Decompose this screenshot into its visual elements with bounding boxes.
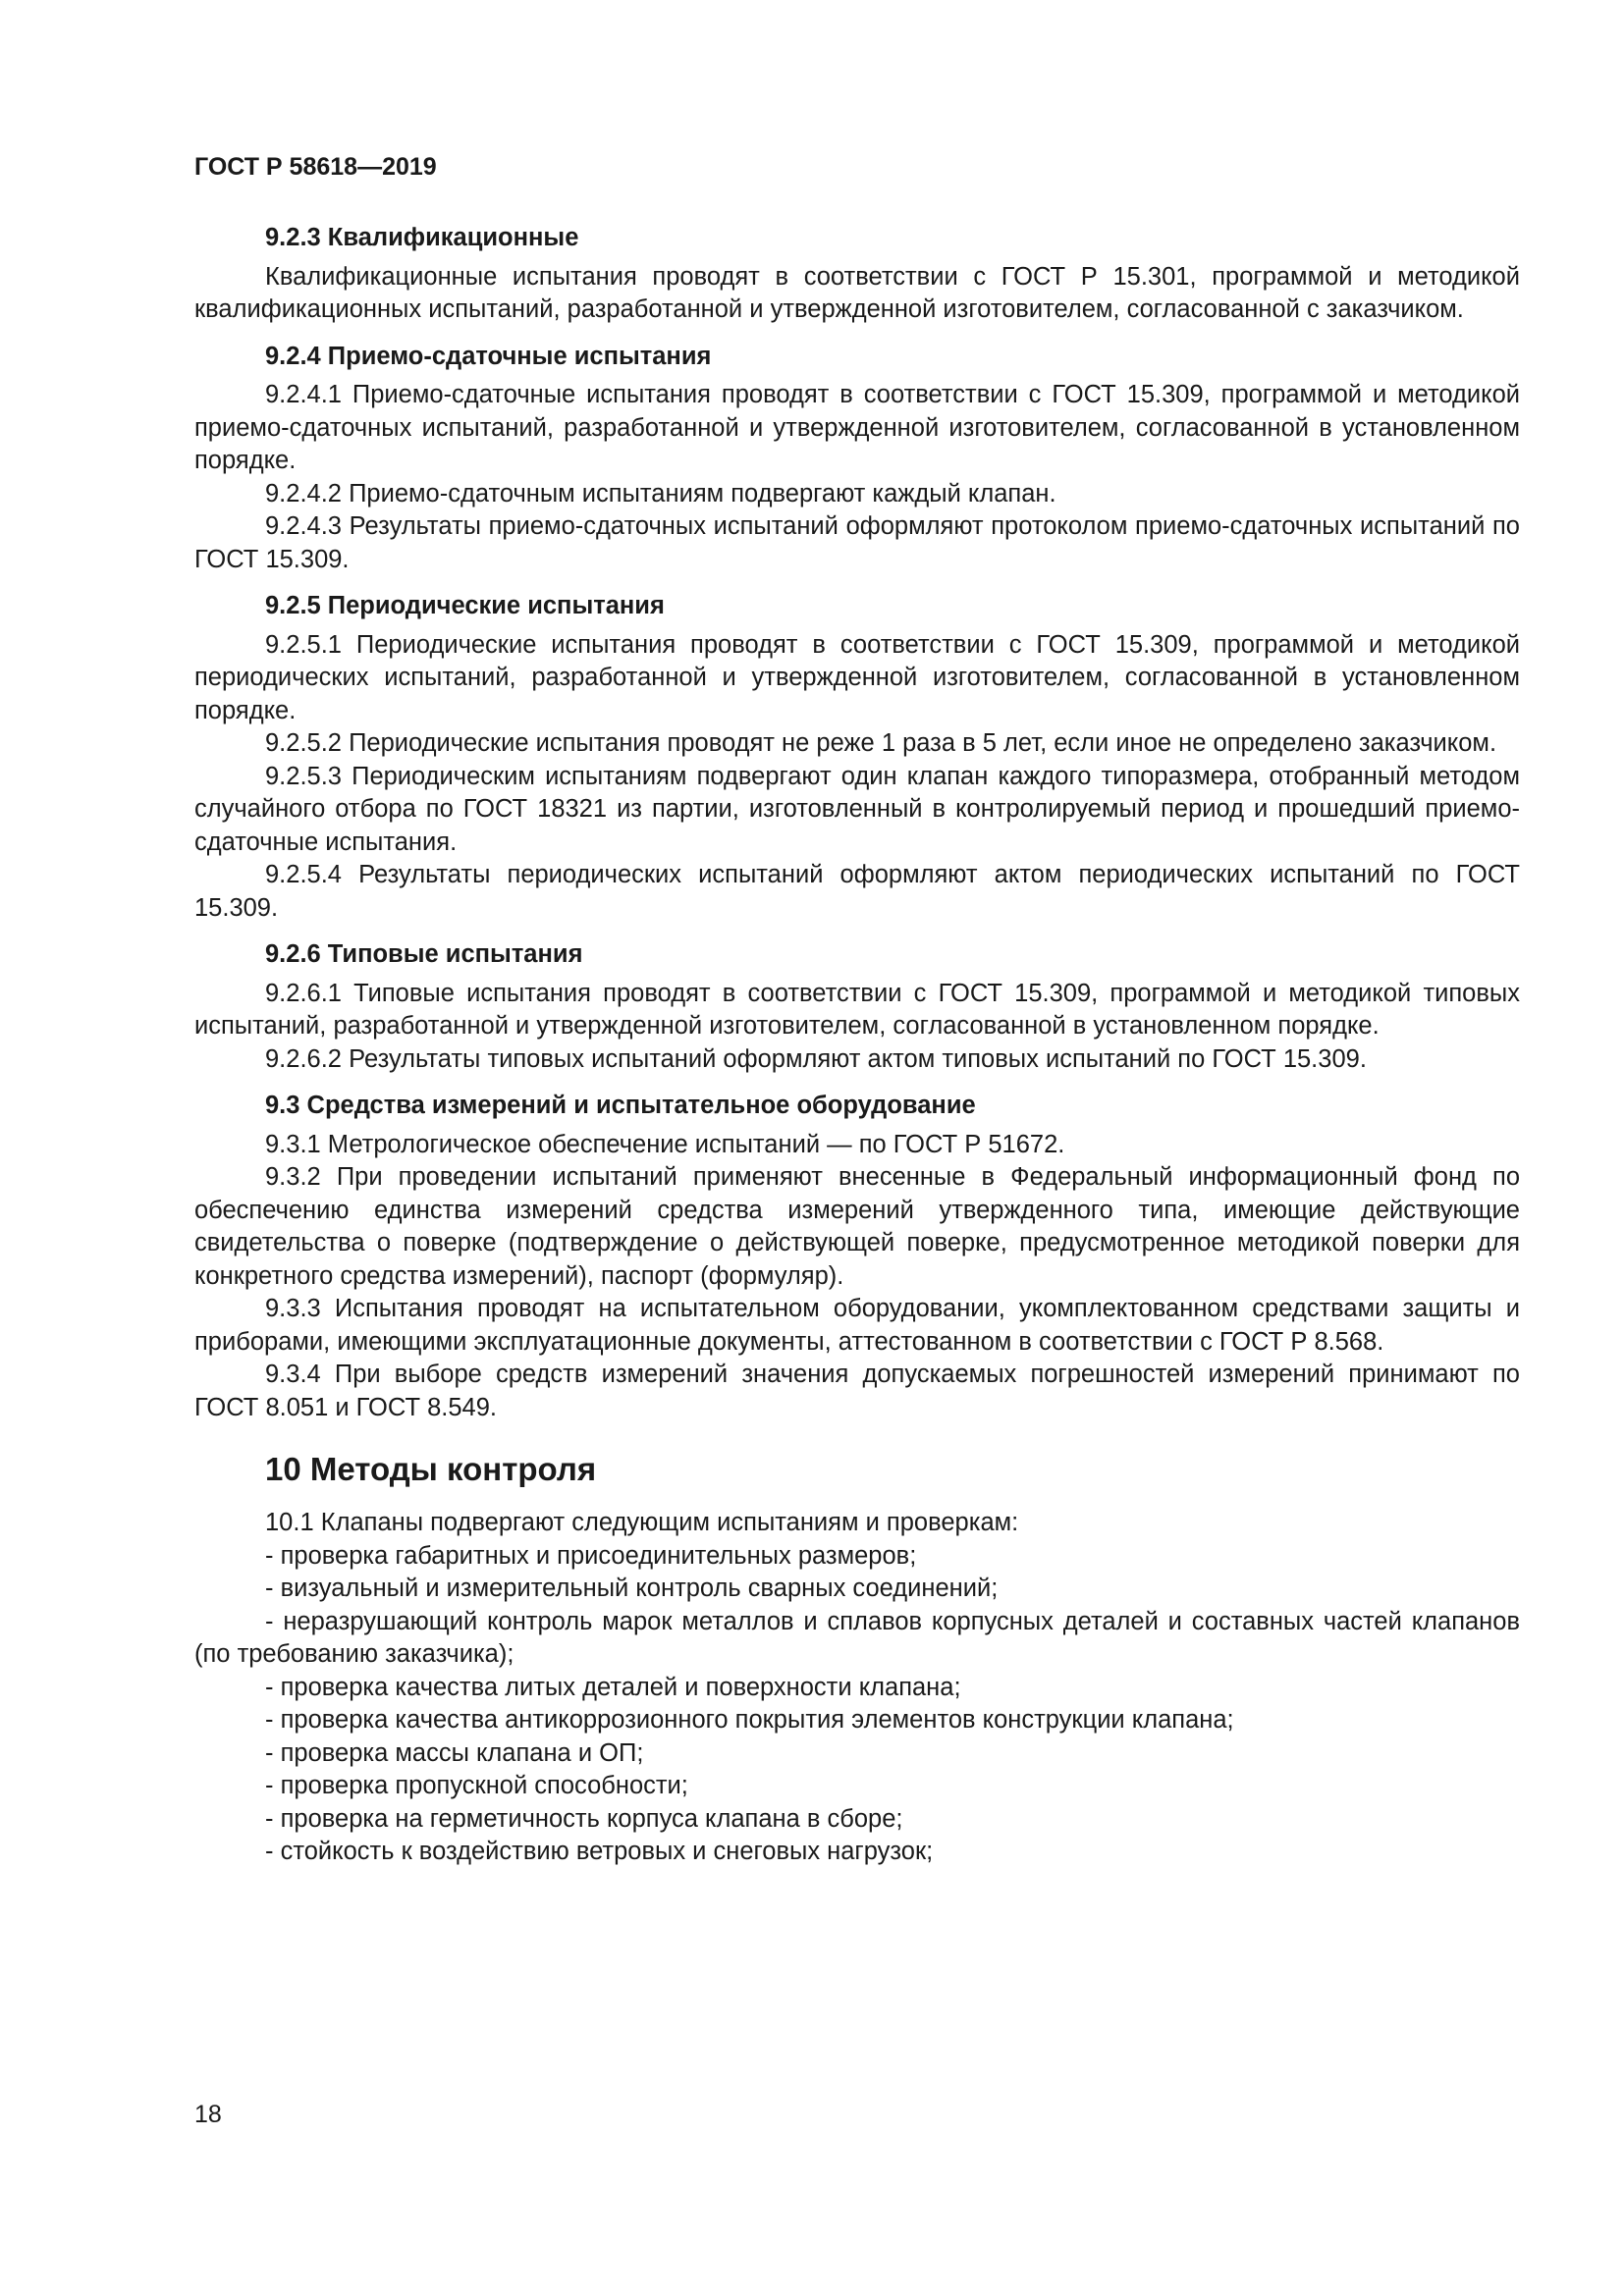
- section-heading: 9.2.6 Типовые испытания: [265, 940, 583, 968]
- paragraph: 9.2.4.3 Результаты приемо-сдаточных испытаний оформляют протоколом приемо-сдаточных испытаний по ГОСТ 15.309.: [194, 512, 1520, 573]
- paragraph: 9.3.4 При выборе средств измерений значения допускаемых погрешностей измерений принимают по ГОСТ 8.051 и ГОСТ 8.549.: [194, 1361, 1520, 1421]
- section-heading: 9.2.4 Приемо-сдаточные испытания: [265, 342, 712, 370]
- section-heading: 9.2.5 Периодические испытания: [265, 592, 665, 619]
- list-item: - стойкость к воздействию ветровых и снеговых нагрузок;: [265, 1838, 934, 1865]
- paragraph: 9.3.1 Метрологическое обеспечение испытаний — по ГОСТ Р 51672.: [265, 1130, 1065, 1158]
- section-heading: 9.2.3 Квалификационные: [265, 224, 579, 251]
- paragraph: 9.3.3 Испытания проводят на испытательном оборудовании, укомплектованном средствами защиты и приборами, имеющими эксплуатационные документы, аттестованном в соответствии с ГОСТ Р 8.568.: [194, 1295, 1520, 1356]
- list-item: - проверка качества антикоррозионного покрытия элементов конструкции клапана;: [265, 1706, 1234, 1734]
- list-item: - неразрушающий контроль марок металлов и сплавов корпусных деталей и составных частей клапанов (по требованию заказчика);: [194, 1607, 1520, 1668]
- paragraph: 9.2.5.3 Периодическим испытаниям подвергают один клапан каждого типоразмера, отобранный методом случайного отбора по ГОСТ 18321 из партии, изготовленный в контролируемый период и прошедший приемо-сдаточные испытания.: [194, 762, 1520, 856]
- list-item: - проверка качества литых деталей и поверхности клапана;: [265, 1673, 961, 1701]
- paragraph: Квалификационные испытания проводят в соответствии с ГОСТ Р 15.301, программой и методикой квалификационных испытаний, разработанной и утвержденной изготовителем, согласованной с заказчиком.: [194, 262, 1520, 323]
- paragraph: 9.2.4.2 Приемо-сдаточным испытаниям подвергают каждый клапан.: [265, 479, 1056, 507]
- list-item: - проверка массы клапана и ОП;: [265, 1738, 644, 1767]
- list-item: - проверка на герметичность корпуса клапана в сборе;: [265, 1804, 903, 1833]
- paragraph: 9.2.6.1 Типовые испытания проводят в соответствии с ГОСТ 15.309, программой и методикой типовых испытаний, разработанной и утвержденной изготовителем, согласованной в установленном порядке.: [194, 979, 1520, 1040]
- paragraph: 9.2.6.2 Результаты типовых испытаний оформляют актом типовых испытаний по ГОСТ 15.309.: [265, 1044, 1367, 1073]
- paragraph: 9.3.2 При проведении испытаний применяют внесенные в Федеральный информационный фонд по обеспечению единства измерений средства измерений утвержденного типа, имеющие действующие свидетельства о поверке (подтверждение о действующей поверке, предусмотренное методикой поверки для конкретного средства измерений), паспорт (формуляр).: [194, 1163, 1520, 1290]
- document-header: ГОСТ Р 58618—2019: [194, 153, 437, 181]
- list-item: - визуальный и измерительный контроль сварных соединений;: [265, 1575, 999, 1602]
- document-body: [194, 222, 1520, 1869]
- paragraph: 9.2.5.2 Периодические испытания проводят не реже 1 раза в 5 лет, если иное не определено заказчиком.: [265, 729, 1497, 757]
- paragraph: 10.1 Клапаны подвергают следующим испытаниям и проверкам:: [265, 1509, 1019, 1536]
- list-item: - проверка пропускной способности;: [265, 1772, 688, 1799]
- chapter-heading: 10 Методы контроля: [265, 1451, 597, 1487]
- paragraph: 9.2.5.1 Периодические испытания проводят в соответствии с ГОСТ 15.309, программой и методикой периодических испытаний, разработанной и утвержденной изготовителем, согласованной в установленном порядке.: [194, 630, 1520, 724]
- paragraph: 9.2.4.1 Приемо-сдаточные испытания проводят в соответствии с ГОСТ 15.309, программой и методикой приемо-сдаточных испытаний, разработанной и утвержденной изготовителем, согласованной в установленном порядке.: [194, 381, 1520, 474]
- list-item: - проверка габаритных и присоединительных размеров;: [265, 1541, 917, 1570]
- section-heading: 9.3 Средства измерений и испытательное оборудование: [265, 1092, 976, 1119]
- page-number: 18: [194, 2101, 222, 2128]
- paragraph: 9.2.5.4 Результаты периодических испытаний оформляют актом периодических испытаний по ГОСТ 15.309.: [194, 861, 1520, 922]
